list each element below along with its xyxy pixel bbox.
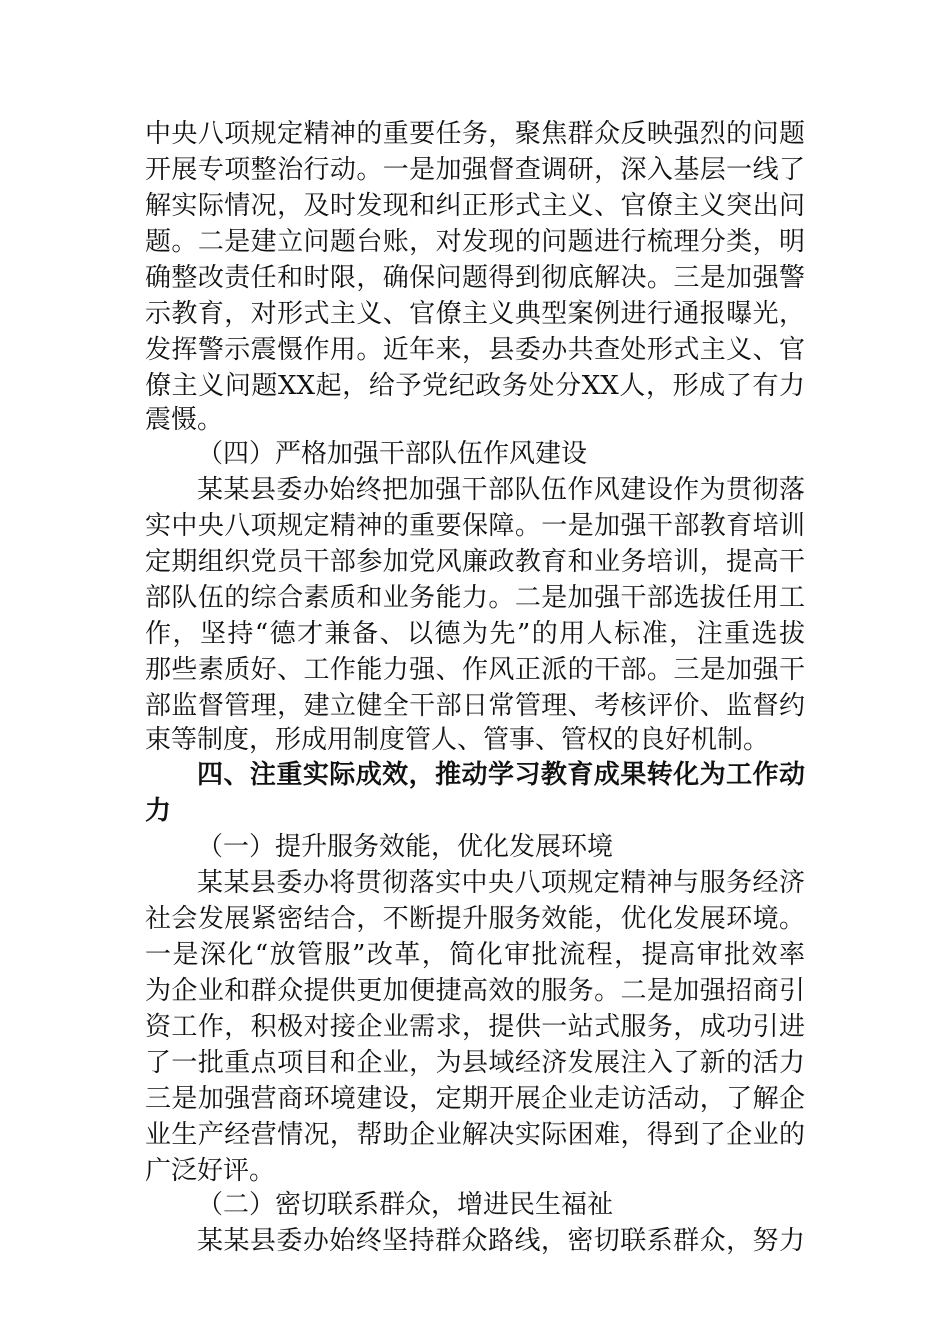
section-heading: 四、注重实际成效，推动学习教育成果转化为工作动: [197, 760, 805, 790]
body-text-line: 发挥警示震慑作用。近年来，县委办共查处形式主义、官: [145, 335, 805, 365]
body-text-line: 部队伍的综合素质和业务能力。二是加强干部选拔任用工: [145, 583, 805, 613]
section-subheading: （四）严格加强干部队伍作风建设: [197, 439, 588, 469]
body-text-line: 解实际情况，及时发现和纠正形式主义、官僚主义突出问: [145, 191, 805, 221]
section-subheading: （二）密切联系群众，增进民生福祉: [197, 1190, 614, 1220]
body-text-line: 为企业和群众提供更加便捷高效的服务。二是加强招商引: [145, 976, 805, 1006]
body-text-line: 那些素质好、工作能力强、作风正派的干部。三是加强干: [145, 655, 805, 685]
body-text-line: 部监督管理，建立健全干部日常管理、考核评价、监督约: [145, 691, 805, 721]
section-heading-continued: 力: [145, 796, 172, 826]
body-text-line: 某某县委办将贯彻落实中央八项规定精神与服务经济: [197, 868, 805, 898]
body-text-line: 定期组织党员干部参加党风廉政教育和业务培训，提高干: [145, 547, 805, 577]
body-text-line: 确整改责任和时限，确保问题得到彻底解决。三是加强警: [145, 263, 805, 293]
body-text-line: 一是深化“放管服”改革，简化审批流程，提高审批效率: [145, 940, 805, 970]
body-text-line: 社会发展紧密结合，不断提升服务效能，优化发展环境。: [145, 904, 805, 934]
body-text-line: 资工作，积极对接企业需求，提供一站式服务，成功引进: [145, 1012, 805, 1042]
body-text-line: 震慑。: [145, 405, 224, 435]
body-text-line: 题。二是建立问题台账，对发现的问题进行梳理分类，明: [145, 227, 805, 257]
body-text-line: 实中央八项规定精神的重要保障。一是加强干部教育培训: [145, 511, 805, 541]
body-text-line: 中央八项规定精神的重要任务，聚焦群众反映强烈的问题: [145, 119, 805, 149]
body-text-line: 业生产经营情况，帮助企业解决实际困难，得到了企业的: [145, 1120, 805, 1150]
body-text-line: 了一批重点项目和企业，为县域经济发展注入了新的活力: [145, 1048, 805, 1078]
body-text-line: 某某县委办始终坚持群众路线，密切联系群众，努力: [197, 1226, 805, 1256]
body-text-line: 作，坚持“德才兼备、以德为先”的用人标准，注重选拔: [145, 619, 805, 649]
body-text-line: 三是加强营商环境建设，定期开展企业走访活动，了解企: [145, 1084, 805, 1114]
body-text-line: 开展专项整治行动。一是加强督查调研，深入基层一线了: [145, 155, 805, 185]
body-text-line: 广泛好评。: [145, 1156, 276, 1186]
body-text-line: 某某县委办始终把加强干部队伍作风建设作为贯彻落: [197, 475, 805, 505]
body-text-line: 示教育，对形式主义、官僚主义典型案例进行通报曝光，: [145, 299, 805, 329]
body-text-line: 僚主义问题XX起，给予党纪政务处分XX人，形成了有力: [145, 371, 805, 401]
body-text-line: 束等制度，形成用制度管人、管事、管权的良好机制。: [145, 725, 770, 755]
section-subheading: （一）提升服务效能，优化发展环境: [197, 832, 614, 862]
